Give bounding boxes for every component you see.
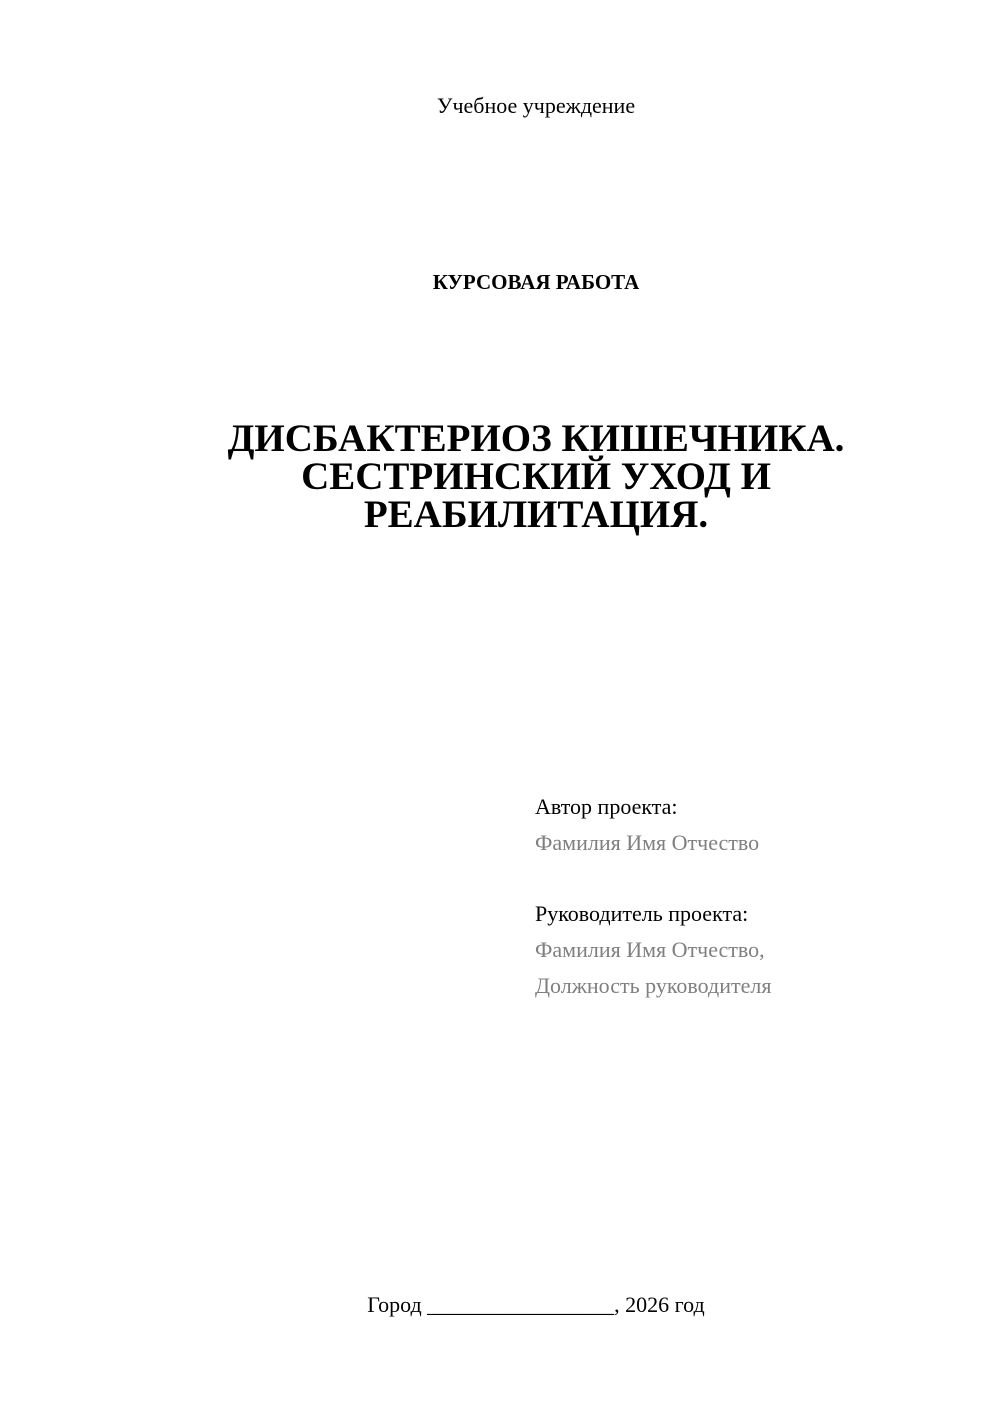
title-line: СЕСТРИНСКИЙ УХОД И	[301, 455, 771, 498]
institution-name: Учебное учреждение	[436, 93, 636, 118]
supervisor-label: Руководитель проекта:	[535, 901, 749, 926]
title-line: ДИСБАКТЕРИОЗ КИШЕЧНИКА.	[227, 417, 845, 460]
title-line: РЕАБИЛИТАЦИЯ.	[363, 493, 709, 536]
document-type: КУРСОВАЯ РАБОТА	[432, 270, 640, 294]
supervisor-position: Должность руководителя	[535, 973, 772, 998]
author-label: Автор проекта:	[535, 794, 678, 819]
project-info	[535, 789, 771, 1004]
author-name: Фамилия Имя Отчество	[535, 830, 760, 855]
document-title	[200, 417, 872, 536]
supervisor-name: Фамилия Имя Отчество,	[535, 937, 765, 962]
spacer	[535, 861, 771, 896]
city-year-line: Город _________________, 2026 год	[367, 1292, 705, 1317]
